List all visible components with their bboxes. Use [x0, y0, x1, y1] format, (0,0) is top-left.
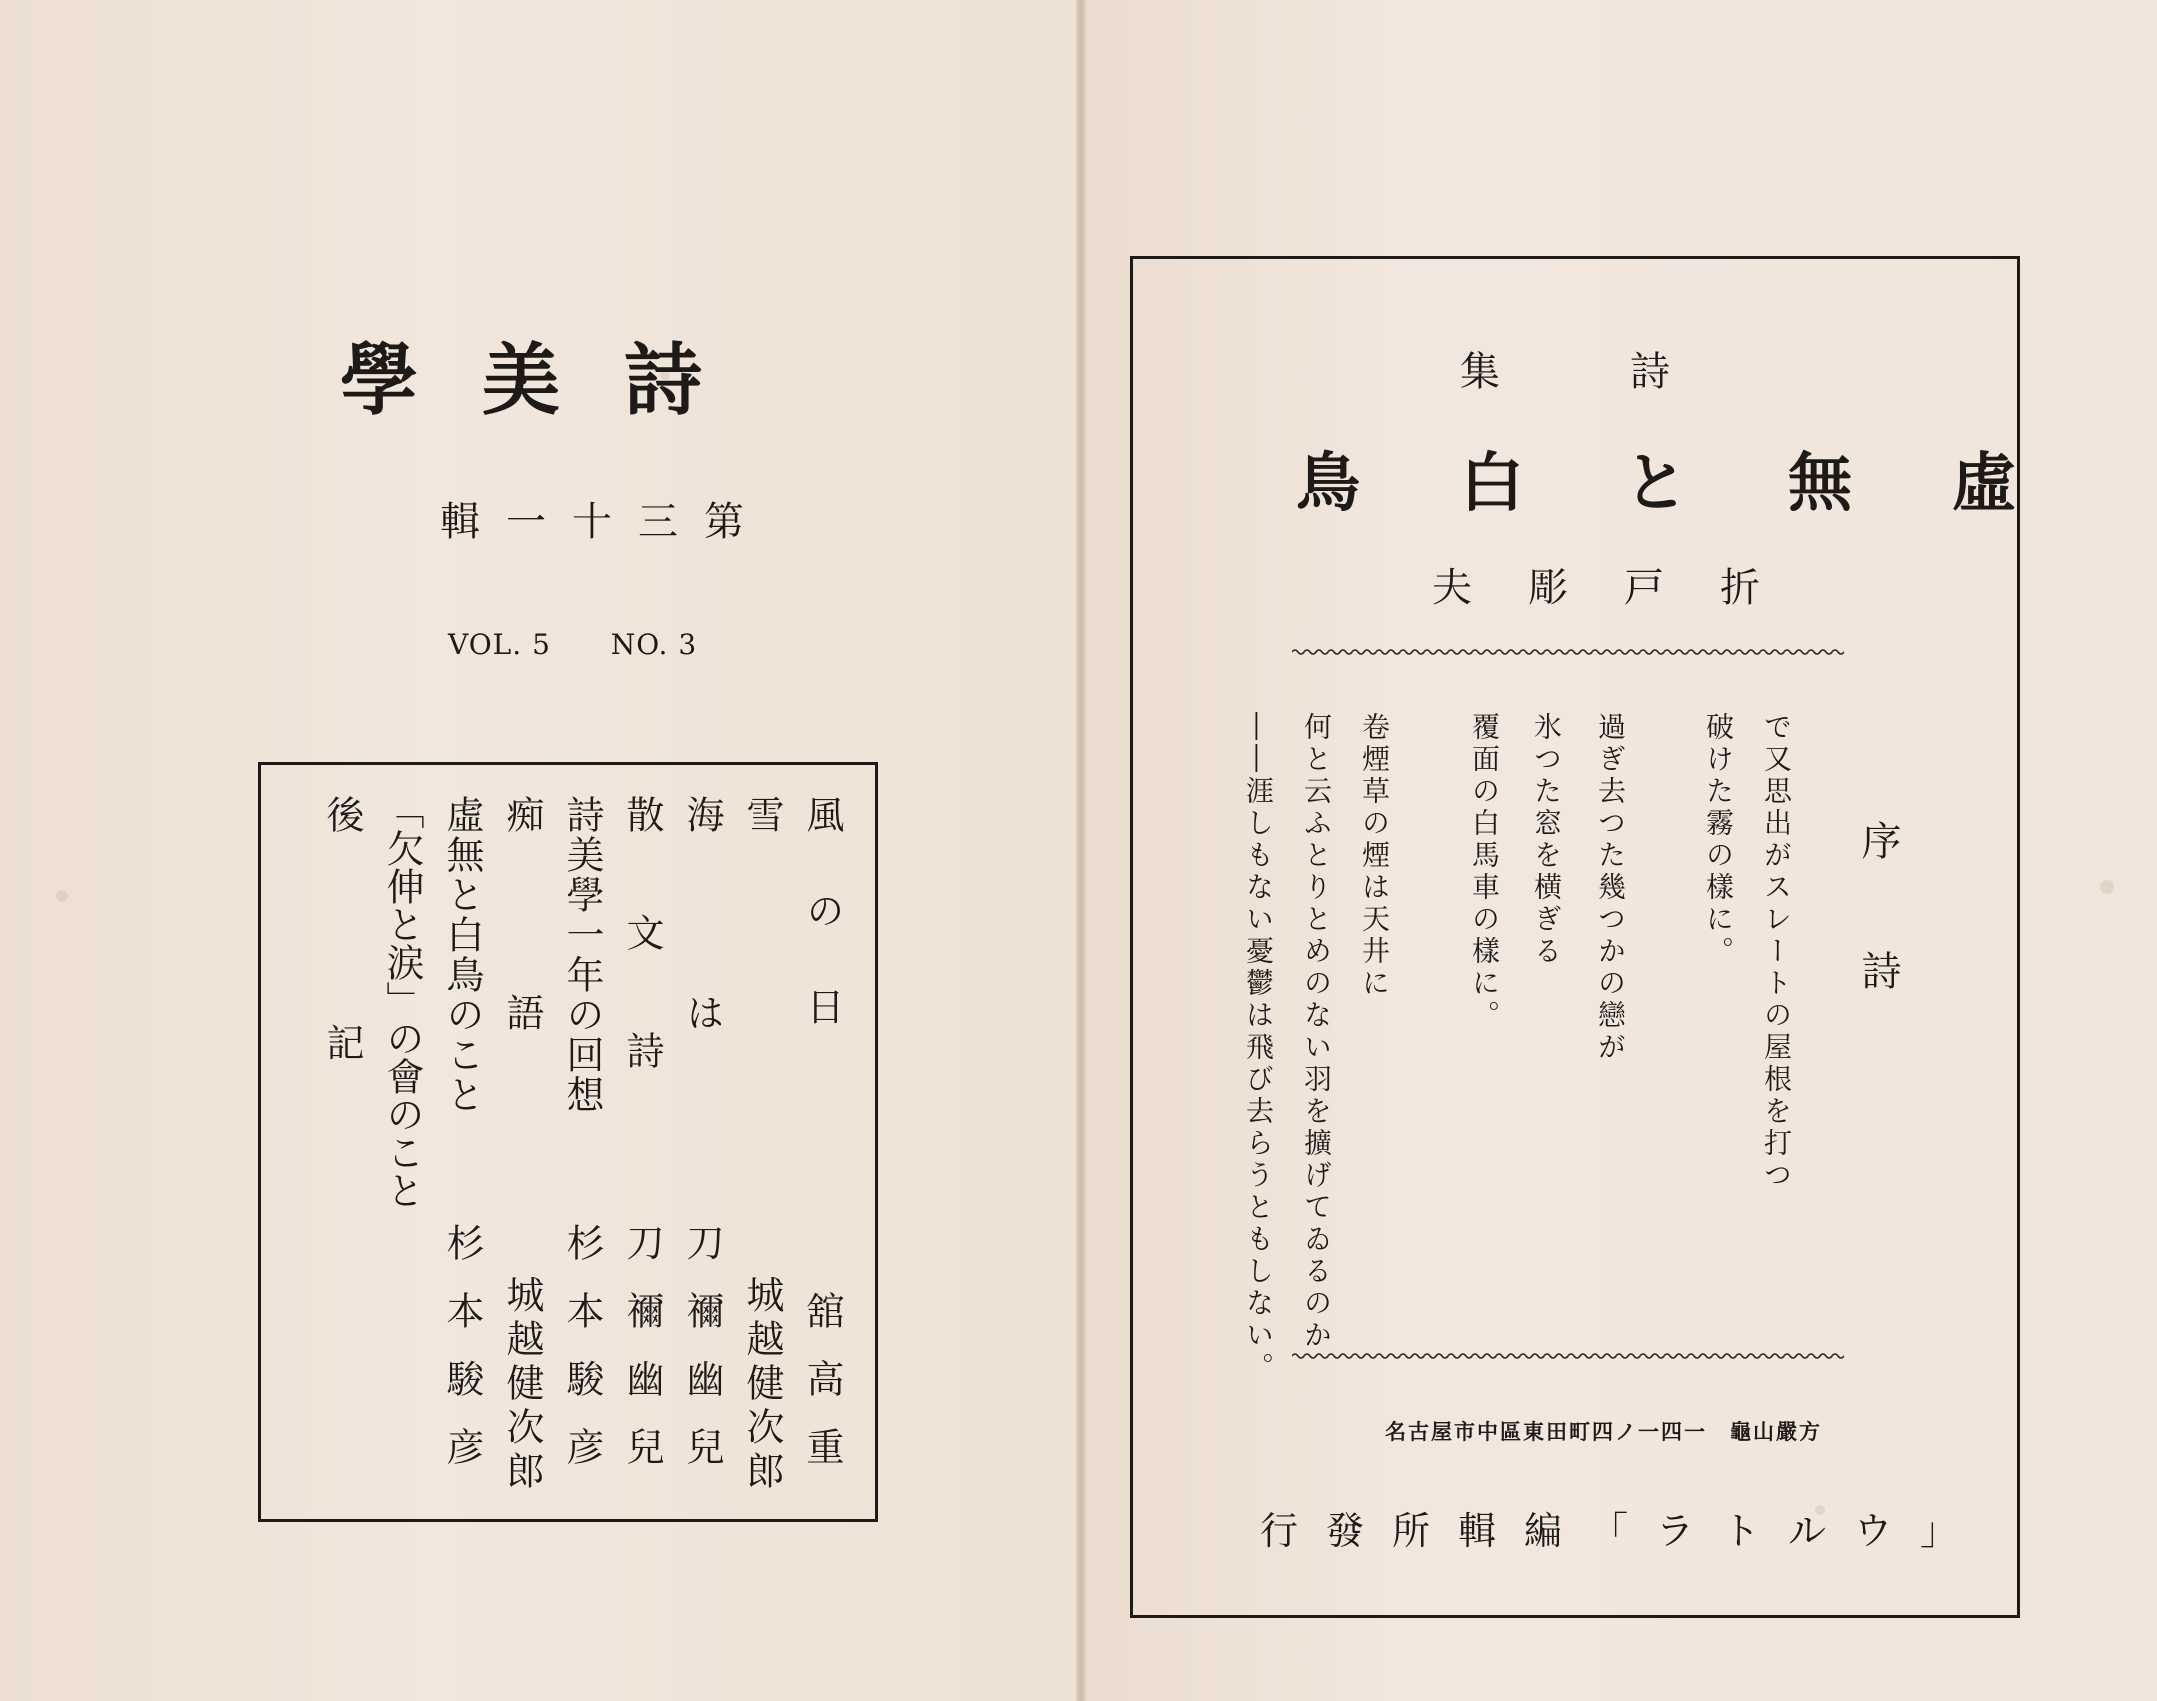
- toc-entry-title: 海は: [680, 795, 724, 1191]
- toc-entry-author: 舘高重: [800, 1291, 844, 1495]
- toc-entry-title: 「欠伸と涙」の會のこと: [380, 791, 424, 1209]
- volume-number-line: [448, 628, 697, 661]
- toc-entry-author: 刀禰幽兒: [680, 1223, 724, 1495]
- publisher-address: 名古屋市中區東田町四ノ一四一 龜山嚴方: [1385, 1419, 1822, 1444]
- series-label: 集詩: [1460, 349, 1800, 395]
- toc-entry: [309, 795, 369, 1495]
- book-gutter: [1076, 0, 1086, 1701]
- toc-entry: [729, 795, 789, 1495]
- toc-entry-author: 城越健次郎: [740, 1275, 784, 1495]
- toc-entry-author: 刀禰幽兒: [620, 1223, 664, 1495]
- toc-entry-title: 散文詩: [620, 795, 664, 1149]
- poem-line: 氷つた窓を横ぎる: [1530, 712, 1563, 968]
- toc-entry: [609, 795, 669, 1495]
- poem-line: 過ぎ去つた幾つかの戀が: [1594, 712, 1627, 1064]
- toc-entry: [369, 791, 429, 1495]
- poem-line: で又思出がスレートの屋根を打つ: [1760, 712, 1793, 1192]
- wavy-divider-top: [1292, 648, 1844, 656]
- toc-entry-title: 詩美學一年の回想: [560, 795, 604, 1115]
- poem-line: 卷煙草の煙は天井に: [1358, 712, 1391, 1000]
- toc-entry-author: 杉本駿彦: [560, 1223, 604, 1495]
- preface-heading: 序詩: [1855, 820, 1901, 1080]
- toc-entry-title: 後記: [320, 795, 364, 1251]
- publisher-name: 行發所輯編「ラトルウ」: [1260, 1509, 1987, 1553]
- poem-line: ――涯しもない憂鬱は飛び去らうともしない。: [1242, 712, 1275, 1384]
- paper-stain: [2100, 880, 2114, 894]
- magazine-title: 學美詩: [340, 335, 767, 426]
- poem-line: 覆面の白馬車の樣に。: [1468, 712, 1501, 1032]
- toc-entry: [489, 795, 549, 1495]
- toc-entry-title: 虛無と白鳥のこと: [440, 795, 484, 1115]
- toc-entry-title: 痴語: [500, 795, 544, 1191]
- toc-entry: [429, 795, 489, 1495]
- toc-entry: [669, 795, 729, 1495]
- wavy-divider-bottom: [1292, 1352, 1844, 1360]
- issue-number: 輯一十三第: [440, 499, 770, 545]
- author-name: 夫彫戸折: [1432, 565, 1816, 611]
- book-title: 鳥白と無虛: [1296, 446, 2116, 521]
- poem-line: 何と云ふとりとめのない羽を擴げてゐるのか: [1300, 712, 1333, 1352]
- toc-entry-title: 雪: [740, 795, 784, 837]
- toc-entry-author: 城越健次郎: [500, 1275, 544, 1495]
- table-of-contents: [258, 762, 878, 1522]
- poem-line: 破けた霧の樣に。: [1702, 712, 1735, 968]
- toc-entry-author: 杉本駿彦: [440, 1223, 484, 1495]
- volume-label: VOL. 5: [448, 628, 551, 661]
- paper-stain: [56, 890, 68, 902]
- number-label: NO. 3: [610, 628, 698, 661]
- toc-entry-title: 風の日: [800, 795, 844, 1083]
- toc-entry: [549, 795, 609, 1495]
- toc-entry: [789, 795, 849, 1495]
